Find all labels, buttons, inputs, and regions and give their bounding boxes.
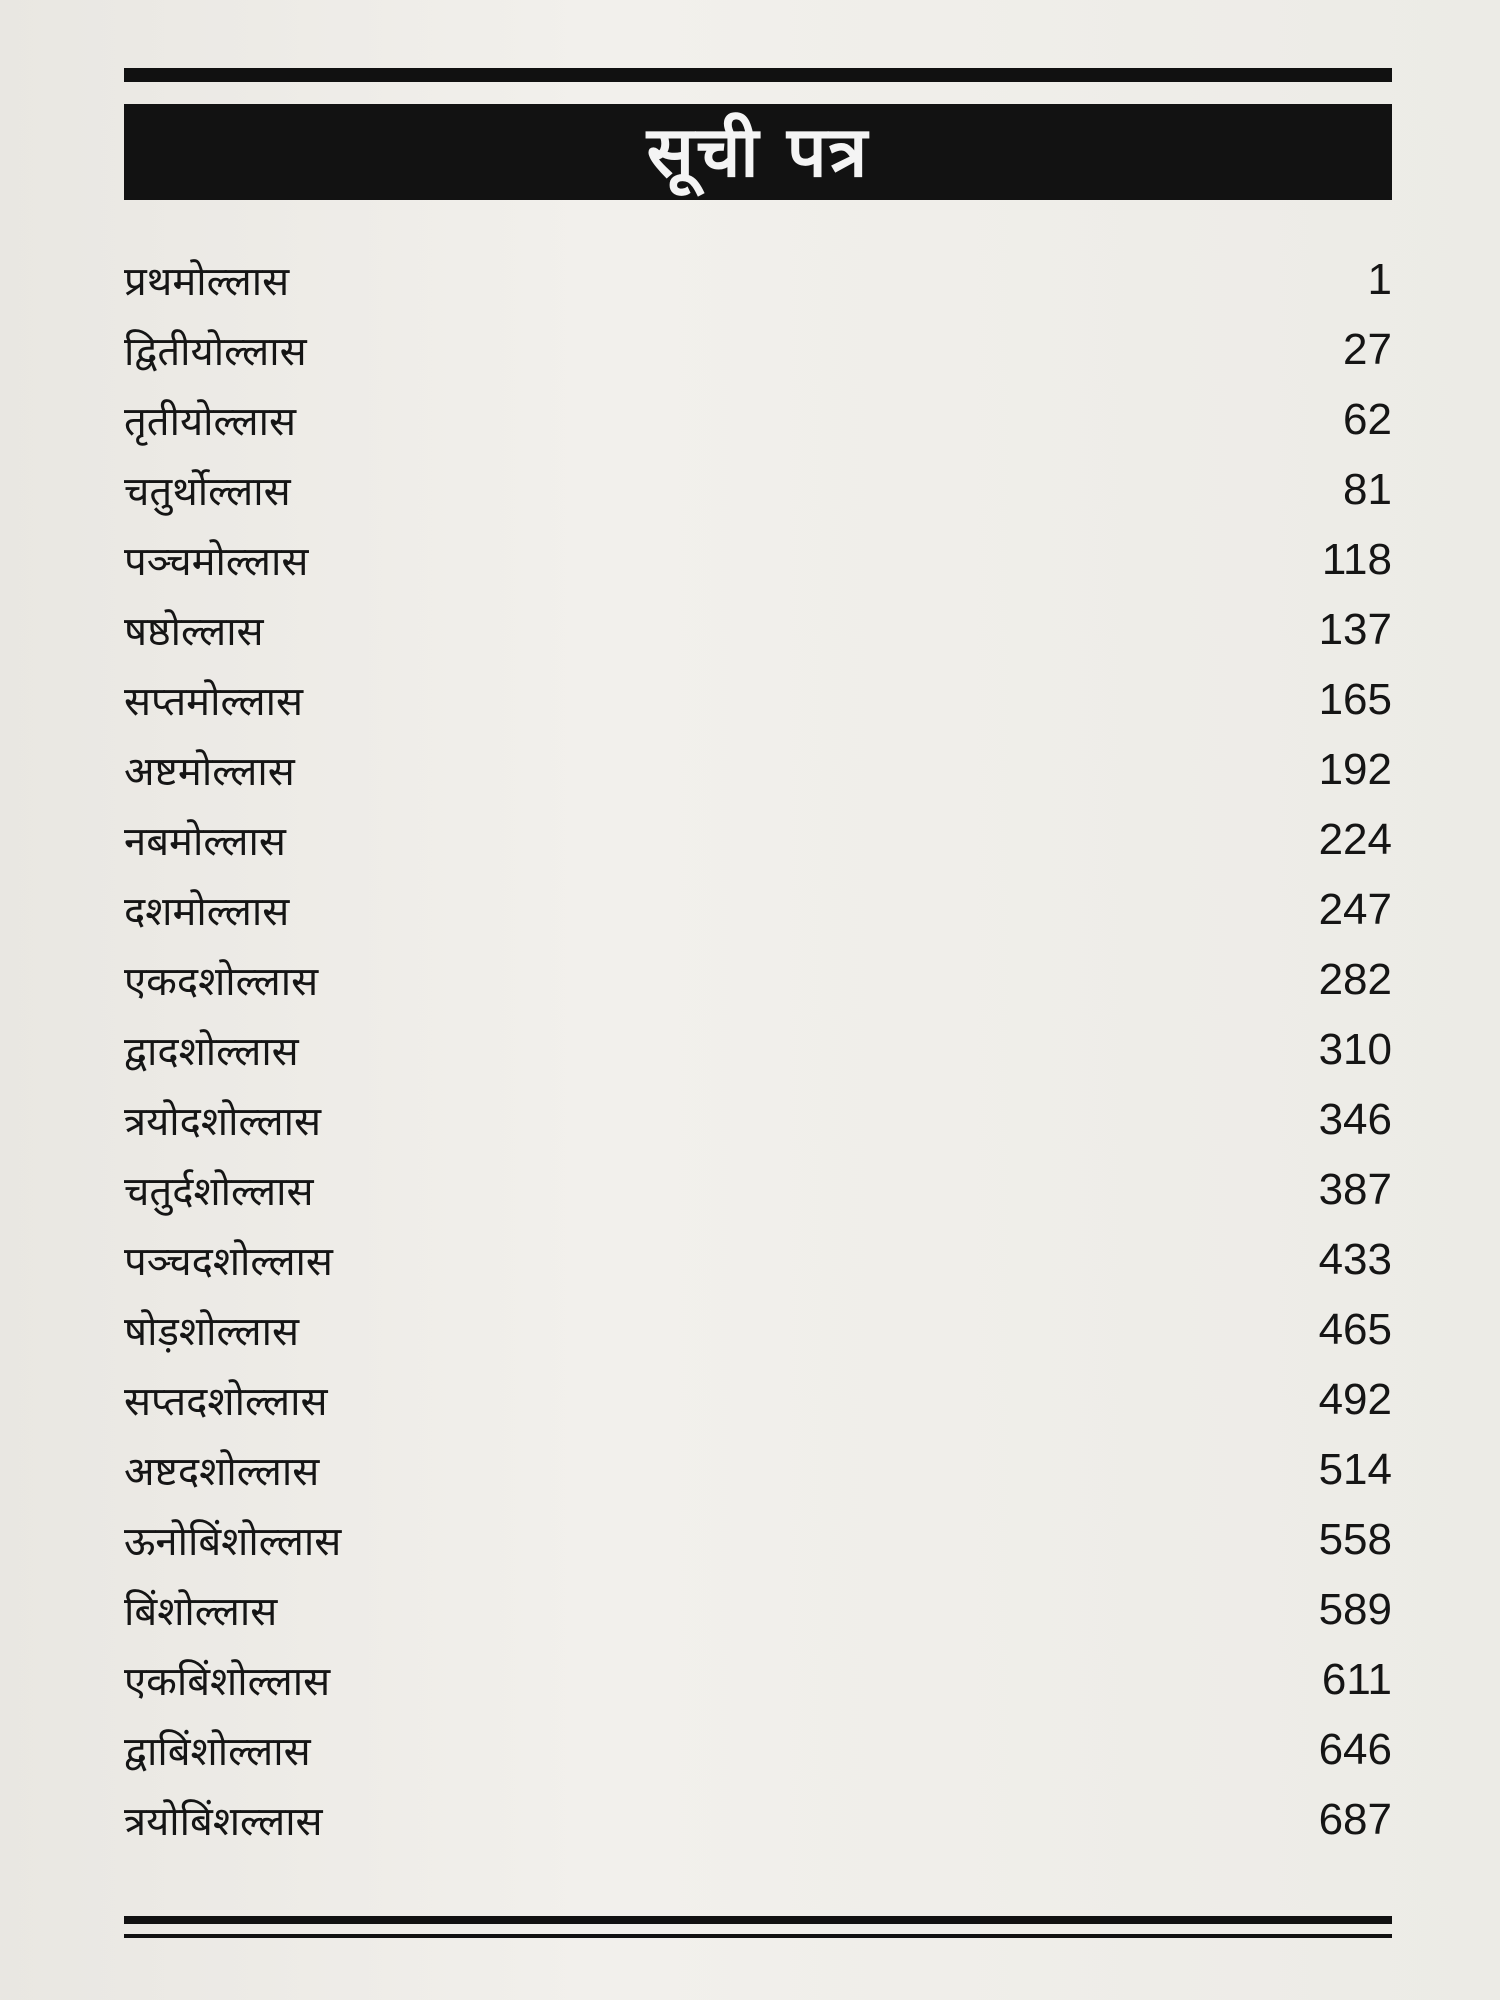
toc-page-number: 589 [1318,1585,1392,1634]
toc-entry [124,1360,1392,1430]
toc-chapter-label: अष्टदशोल्लास [124,1449,320,1495]
toc-chapter-label: सप्तमोल्लास [124,679,303,725]
toc-page-number: 514 [1318,1445,1392,1494]
toc-page-number: 81 [1343,465,1392,514]
toc-chapter-label: बिंशोल्लास [124,1589,278,1635]
toc-chapter-label: त्रयोबिंशल्लास [124,1799,323,1845]
toc-entry [124,1780,1392,1850]
title-band [124,104,1392,200]
toc-page-number: 192 [1318,745,1392,794]
toc-page-number: 137 [1318,605,1392,654]
toc-entry [124,1150,1392,1220]
toc-entry [124,240,1392,310]
toc-chapter-label: एकबिंशोल्लास [124,1659,331,1705]
toc-page-number: 465 [1318,1305,1392,1354]
toc-entry [124,800,1392,870]
toc-chapter-label: नबमोल्लास [124,819,286,865]
toc-chapter-label: चतुर्थोल्लास [124,469,291,515]
toc-page-number: 118 [1321,535,1392,584]
toc-page-number: 646 [1318,1725,1392,1774]
toc-entry [124,730,1392,800]
toc-chapter-label: षष्ठोल्लास [124,609,264,655]
toc-chapter-label: अष्टमोल्लास [124,749,295,795]
toc-entry [124,660,1392,730]
toc-chapter-label: एकदशोल्लास [124,959,319,1005]
toc-page-number: 687 [1318,1795,1392,1844]
toc-entry [124,1640,1392,1710]
toc-chapter-label: द्वाबिंशोल्लास [124,1729,311,1775]
toc-chapter-label: षोड़शोल्लास [124,1309,299,1355]
toc-chapter-label: द्वादशोल्लास [124,1029,299,1075]
toc-page-number: 27 [1343,325,1392,374]
toc-page-number: 433 [1318,1235,1392,1284]
bottom-rule-thick [124,1916,1392,1924]
toc-chapter-label: दशमोल्लास [124,889,290,935]
toc-entry [124,380,1392,450]
toc-entry [124,310,1392,380]
toc-entry [124,870,1392,940]
toc-entry [124,940,1392,1010]
toc-entry [124,1570,1392,1640]
toc-entry [124,1080,1392,1150]
toc-page-number: 282 [1318,955,1392,1004]
page-title: सूची पत्र [646,111,870,193]
table-of-contents [124,240,1392,1850]
toc-page-number: 310 [1318,1025,1392,1074]
toc-chapter-label: पञ्चदशोल्लास [124,1239,333,1285]
toc-page-number: 247 [1318,885,1392,934]
toc-chapter-label: द्वितीयोल्लास [124,329,307,375]
toc-page-number: 165 [1318,675,1392,724]
toc-page-number: 346 [1318,1095,1392,1144]
toc-entry [124,450,1392,520]
toc-entry [124,1500,1392,1570]
toc-entry [124,1290,1392,1360]
toc-page-number: 492 [1318,1375,1392,1424]
toc-page-number: 224 [1318,815,1392,864]
toc-page-number: 558 [1318,1515,1392,1564]
toc-page-number: 62 [1343,395,1392,444]
toc-chapter-label: चतुर्दशोल्लास [124,1169,314,1215]
toc-entry [124,1220,1392,1290]
toc-page-number: 611 [1321,1655,1392,1704]
toc-entry [124,1010,1392,1080]
toc-page-number: 1 [1367,255,1392,304]
toc-entry [124,520,1392,590]
toc-entry [124,1710,1392,1780]
top-rule [124,68,1392,82]
toc-chapter-label: पञ्चमोल्लास [124,539,309,585]
bottom-rule-thin [124,1934,1392,1938]
toc-chapter-label: सप्तदशोल्लास [124,1379,328,1425]
toc-chapter-label: तृतीयोल्लास [124,399,297,445]
toc-entry [124,590,1392,660]
toc-chapter-label: त्रयोदशोल्लास [124,1099,321,1145]
toc-page-number: 387 [1318,1165,1392,1214]
toc-entry [124,1430,1392,1500]
toc-chapter-label: ऊनोबिंशोल्लास [124,1519,342,1565]
toc-chapter-label: प्रथमोल्लास [124,259,290,305]
